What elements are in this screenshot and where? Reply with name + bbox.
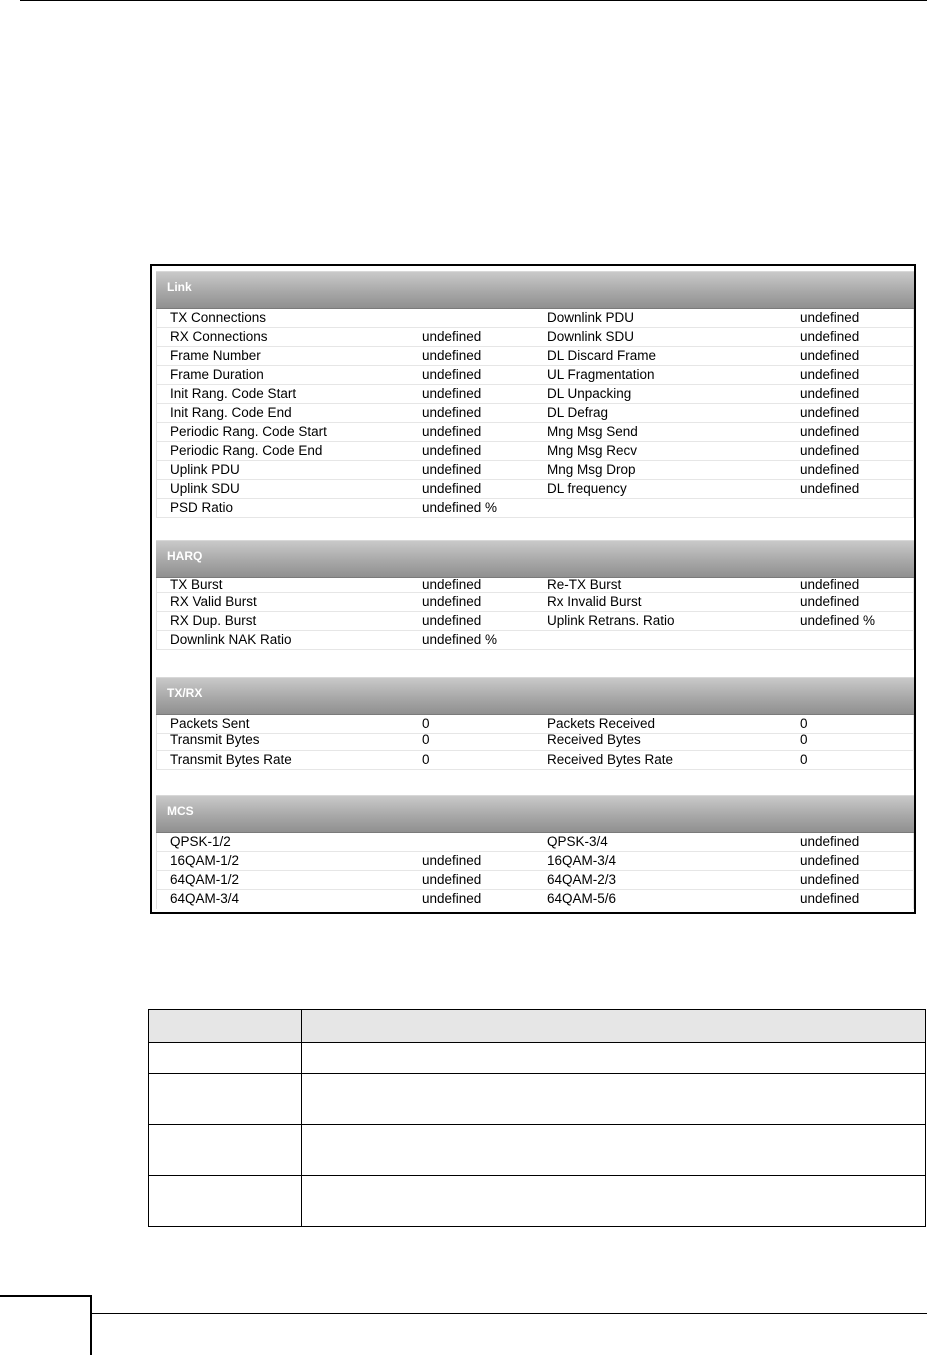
stat-label: RX Valid Burst bbox=[170, 594, 257, 609]
table-row bbox=[157, 890, 913, 909]
stat-value: undefined bbox=[800, 578, 860, 592]
description-table-header bbox=[149, 1010, 926, 1043]
table-row bbox=[149, 1176, 926, 1227]
stat-label: Transmit Bytes Rate bbox=[170, 752, 292, 767]
stat-value: undefined bbox=[800, 872, 860, 887]
stat-label: Received Bytes Rate bbox=[547, 752, 674, 767]
stat-value: undefined bbox=[422, 481, 482, 496]
table-row bbox=[157, 366, 913, 385]
stat-label: Mng Msg Recv bbox=[547, 443, 638, 458]
txrx-stats-grid bbox=[156, 715, 914, 770]
mcs-section-title: MCS bbox=[167, 804, 194, 818]
description-column-header bbox=[302, 1010, 926, 1043]
stat-label: Init Rang. Code End bbox=[170, 405, 292, 420]
table-row bbox=[157, 715, 913, 734]
stat-value: 0 bbox=[800, 734, 808, 747]
stat-value: undefined bbox=[800, 853, 860, 868]
harq-section bbox=[156, 540, 914, 650]
table-row bbox=[157, 442, 913, 461]
table-row bbox=[157, 404, 913, 423]
stat-label: UL Fragmentation bbox=[547, 367, 655, 382]
stat-value: undefined bbox=[800, 594, 860, 609]
link-section-title: Link bbox=[167, 280, 192, 294]
table-row bbox=[149, 1074, 926, 1125]
stat-label: Downlink PDU bbox=[547, 310, 635, 325]
stat-value: undefined bbox=[422, 424, 482, 439]
mcs-section bbox=[156, 795, 914, 909]
table-row bbox=[157, 461, 913, 480]
stat-label: Transmit Bytes bbox=[170, 734, 260, 747]
table-cell bbox=[149, 1074, 302, 1125]
table-row bbox=[157, 593, 913, 612]
stat-label: 64QAM-1/2 bbox=[170, 872, 240, 887]
stat-label: Downlink SDU bbox=[547, 329, 635, 344]
stat-value: undefined bbox=[422, 872, 482, 887]
stat-label: RX Dup. Burst bbox=[170, 613, 257, 628]
stat-label: Packets Sent bbox=[170, 716, 250, 731]
stat-value: undefined bbox=[800, 329, 860, 344]
stat-value: undefined bbox=[800, 386, 860, 401]
stat-value: 0 bbox=[422, 752, 430, 767]
table-row bbox=[157, 423, 913, 442]
table-row bbox=[157, 612, 913, 631]
table-cell bbox=[302, 1043, 926, 1074]
stat-label: 16QAM-1/2 bbox=[170, 853, 240, 868]
stat-value: 0 bbox=[422, 734, 430, 747]
stat-label: Uplink SDU bbox=[170, 481, 240, 496]
stat-value: undefined % bbox=[422, 500, 498, 515]
stat-value: 0 bbox=[422, 716, 430, 731]
stat-value: undefined % bbox=[422, 632, 498, 647]
table-row bbox=[157, 385, 913, 404]
stat-label: DL Unpacking bbox=[547, 386, 632, 401]
label-column-header bbox=[149, 1010, 302, 1043]
stat-label: 64QAM-3/4 bbox=[170, 891, 240, 906]
table-cell bbox=[302, 1074, 926, 1125]
table-row bbox=[157, 751, 913, 770]
txrx-section bbox=[156, 677, 914, 770]
page-number-box bbox=[0, 1295, 92, 1355]
stat-label: Frame Duration bbox=[170, 367, 264, 382]
stat-value: undefined bbox=[800, 834, 860, 849]
stat-value: undefined % bbox=[800, 613, 876, 628]
stat-label: Mng Msg Drop bbox=[547, 462, 636, 477]
stat-label: Uplink PDU bbox=[170, 462, 240, 477]
stat-value: undefined bbox=[800, 405, 860, 420]
stat-value: undefined bbox=[800, 481, 860, 496]
stat-label: 16QAM-3/4 bbox=[547, 853, 617, 868]
stat-value: undefined bbox=[422, 891, 482, 906]
header-rule bbox=[20, 0, 927, 1]
stat-label: Downlink NAK Ratio bbox=[170, 632, 292, 647]
table-cell bbox=[302, 1176, 926, 1227]
table-row bbox=[157, 631, 913, 650]
table-row bbox=[157, 852, 913, 871]
stat-value: undefined bbox=[422, 613, 482, 628]
description-table bbox=[148, 1009, 926, 1227]
stat-label: 64QAM-5/6 bbox=[547, 891, 617, 906]
stat-value: undefined bbox=[422, 348, 482, 363]
harq-section-header bbox=[156, 540, 914, 578]
stat-label: DL Defrag bbox=[547, 405, 609, 420]
table-row bbox=[157, 734, 913, 751]
table-cell bbox=[149, 1125, 302, 1176]
stat-value: undefined bbox=[422, 594, 482, 609]
stat-value: undefined bbox=[422, 367, 482, 382]
stat-label: RX Connections bbox=[170, 329, 268, 344]
table-row bbox=[157, 347, 913, 366]
stat-label: DL Discard Frame bbox=[547, 348, 657, 363]
stat-value: undefined bbox=[800, 310, 860, 325]
table-cell bbox=[149, 1043, 302, 1074]
mcs-section-header bbox=[156, 795, 914, 833]
stat-label: Mng Msg Send bbox=[547, 424, 638, 439]
link-section bbox=[156, 271, 914, 518]
stat-label: Uplink Retrans. Ratio bbox=[547, 613, 675, 628]
stat-value: undefined bbox=[800, 367, 860, 382]
table-cell bbox=[302, 1125, 926, 1176]
stat-value: undefined bbox=[800, 424, 860, 439]
table-row bbox=[157, 833, 913, 852]
stat-value: undefined bbox=[800, 443, 860, 458]
stat-label: Init Rang. Code Start bbox=[170, 386, 297, 401]
table-row bbox=[157, 309, 913, 328]
stat-value: undefined bbox=[422, 853, 482, 868]
stat-label: Received Bytes bbox=[547, 734, 641, 747]
stat-label: Periodic Rang. Code End bbox=[170, 443, 323, 458]
table-row bbox=[149, 1043, 926, 1074]
harq-stats-grid bbox=[156, 578, 914, 650]
table-cell bbox=[149, 1176, 302, 1227]
link-stats-grid bbox=[156, 309, 914, 518]
table-row bbox=[157, 480, 913, 499]
stat-label: Packets Received bbox=[547, 716, 656, 731]
stat-value: undefined bbox=[422, 405, 482, 420]
stat-value: undefined bbox=[422, 578, 482, 592]
stat-value: undefined bbox=[422, 329, 482, 344]
stat-label: Frame Number bbox=[170, 348, 261, 363]
stat-value: undefined bbox=[800, 348, 860, 363]
harq-section-title: HARQ bbox=[167, 549, 203, 563]
stat-value: undefined bbox=[422, 462, 482, 477]
stat-label: 64QAM-2/3 bbox=[547, 872, 617, 887]
stat-label: TX Burst bbox=[170, 578, 223, 592]
mcs-stats-grid bbox=[156, 833, 914, 909]
stat-label: PSD Ratio bbox=[170, 500, 234, 515]
stat-label: Re-TX Burst bbox=[547, 578, 622, 592]
stat-value: undefined bbox=[800, 891, 860, 906]
table-row bbox=[157, 578, 913, 593]
footer-rule bbox=[92, 1313, 927, 1314]
table-row bbox=[157, 328, 913, 347]
stat-label: Periodic Rang. Code Start bbox=[170, 424, 327, 439]
table-row bbox=[157, 871, 913, 890]
txrx-section-title: TX/RX bbox=[167, 686, 203, 700]
stat-label: DL frequency bbox=[547, 481, 627, 496]
stat-value: 0 bbox=[800, 716, 808, 731]
stat-value: undefined bbox=[422, 386, 482, 401]
stat-label: Rx Invalid Burst bbox=[547, 594, 642, 609]
stat-value: undefined bbox=[422, 443, 482, 458]
table-row bbox=[157, 499, 913, 518]
wimax-status-screenshot bbox=[150, 264, 916, 914]
stat-label: TX Connections bbox=[170, 310, 267, 325]
table-row bbox=[149, 1125, 926, 1176]
stat-label: QPSK-3/4 bbox=[547, 834, 608, 849]
stat-value: undefined bbox=[800, 462, 860, 477]
txrx-section-header bbox=[156, 677, 914, 715]
link-section-header bbox=[156, 271, 914, 309]
stat-value: 0 bbox=[800, 752, 808, 767]
stat-label: QPSK-1/2 bbox=[170, 834, 231, 849]
